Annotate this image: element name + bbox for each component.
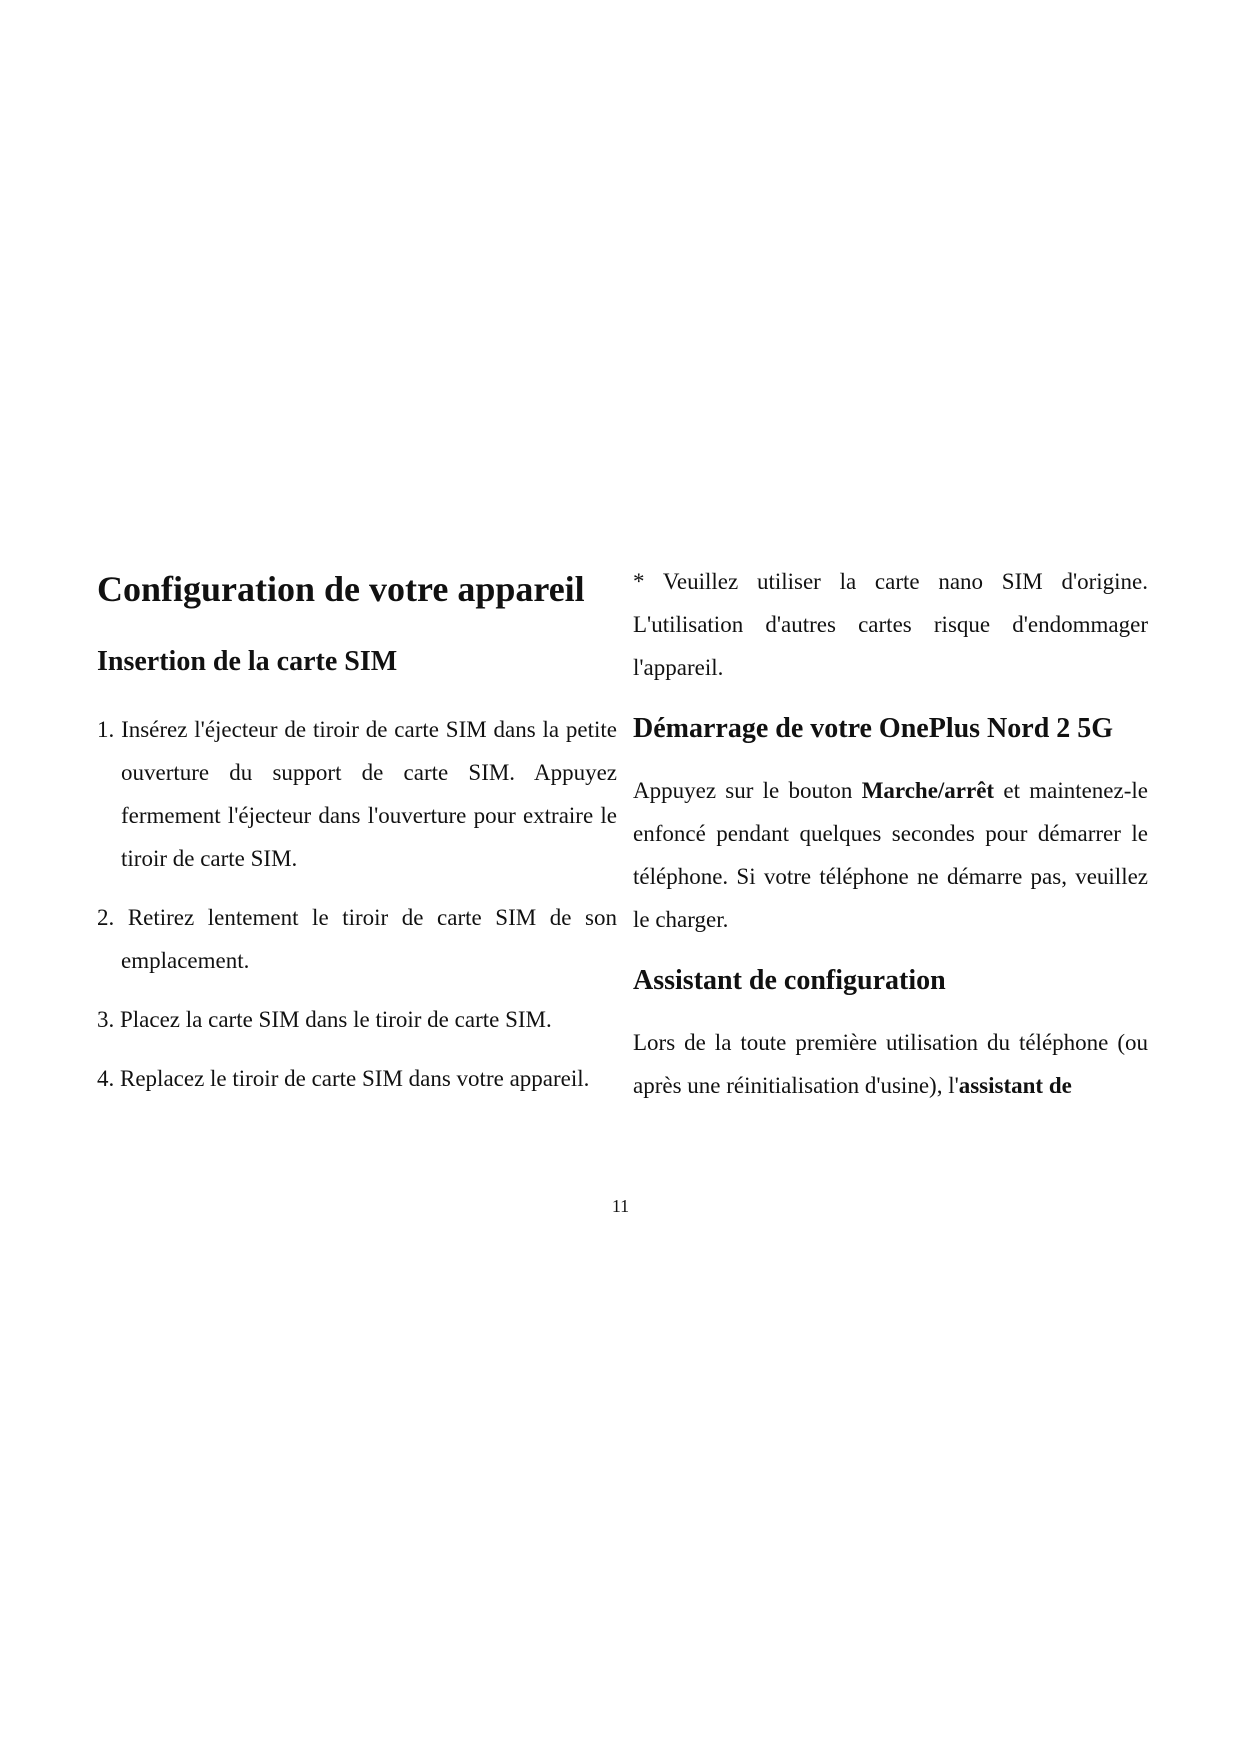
sim-steps-list (97, 708, 617, 1100)
startup-text-after: et maintenez-le enfoncé pendant quelques secondes pour démarrer le téléphone. Si votre téléphone ne démarre pas, veuillez le charger. (633, 778, 1148, 932)
sim-insertion-heading: Insertion de la carte SIM (97, 646, 398, 677)
setup-wizard-heading: Assistant de configuration (633, 965, 946, 996)
startup-paragraph (633, 769, 1148, 941)
wizard-text-before: Lors de la toute première utilisation du téléphone (ou après une réinitialisation d'usine), l' (633, 1030, 1148, 1098)
startup-text-before: Appuyez sur le bouton (633, 778, 862, 803)
right-column (633, 560, 1148, 1107)
page-number: 11 (611, 1196, 630, 1216)
step-item-2: 2. Retirez lentement le tiroir de carte SIM de son emplacement. (97, 905, 617, 973)
sim-note: * Veuillez utiliser la carte nano SIM d'origine. L'utilisation d'autres cartes risque d'endommager l'appareil. (633, 569, 1148, 680)
setup-wizard-paragraph (633, 1021, 1148, 1107)
step-item-4: 4. Replacez le tiroir de carte SIM dans votre appareil. (97, 1066, 590, 1091)
setup-wizard-term: assistant de (958, 1073, 1072, 1098)
page-title: Configuration de votre appareil (97, 569, 585, 609)
left-column (97, 560, 617, 1116)
step-item-3: 3. Placez la carte SIM dans le tiroir de carte SIM. (97, 1007, 552, 1032)
step-item-1: 1. Insérez l'éjecteur de tiroir de carte SIM dans la petite ouverture du support de carte SIM. Appuyez fermement l'éjecteur dans l'ouverture pour extraire le tiroir de carte SIM. (97, 717, 617, 871)
power-button-label: Marche/arrêt (861, 778, 995, 803)
startup-heading: Démarrage de votre OnePlus Nord 2 5G (633, 713, 1114, 744)
